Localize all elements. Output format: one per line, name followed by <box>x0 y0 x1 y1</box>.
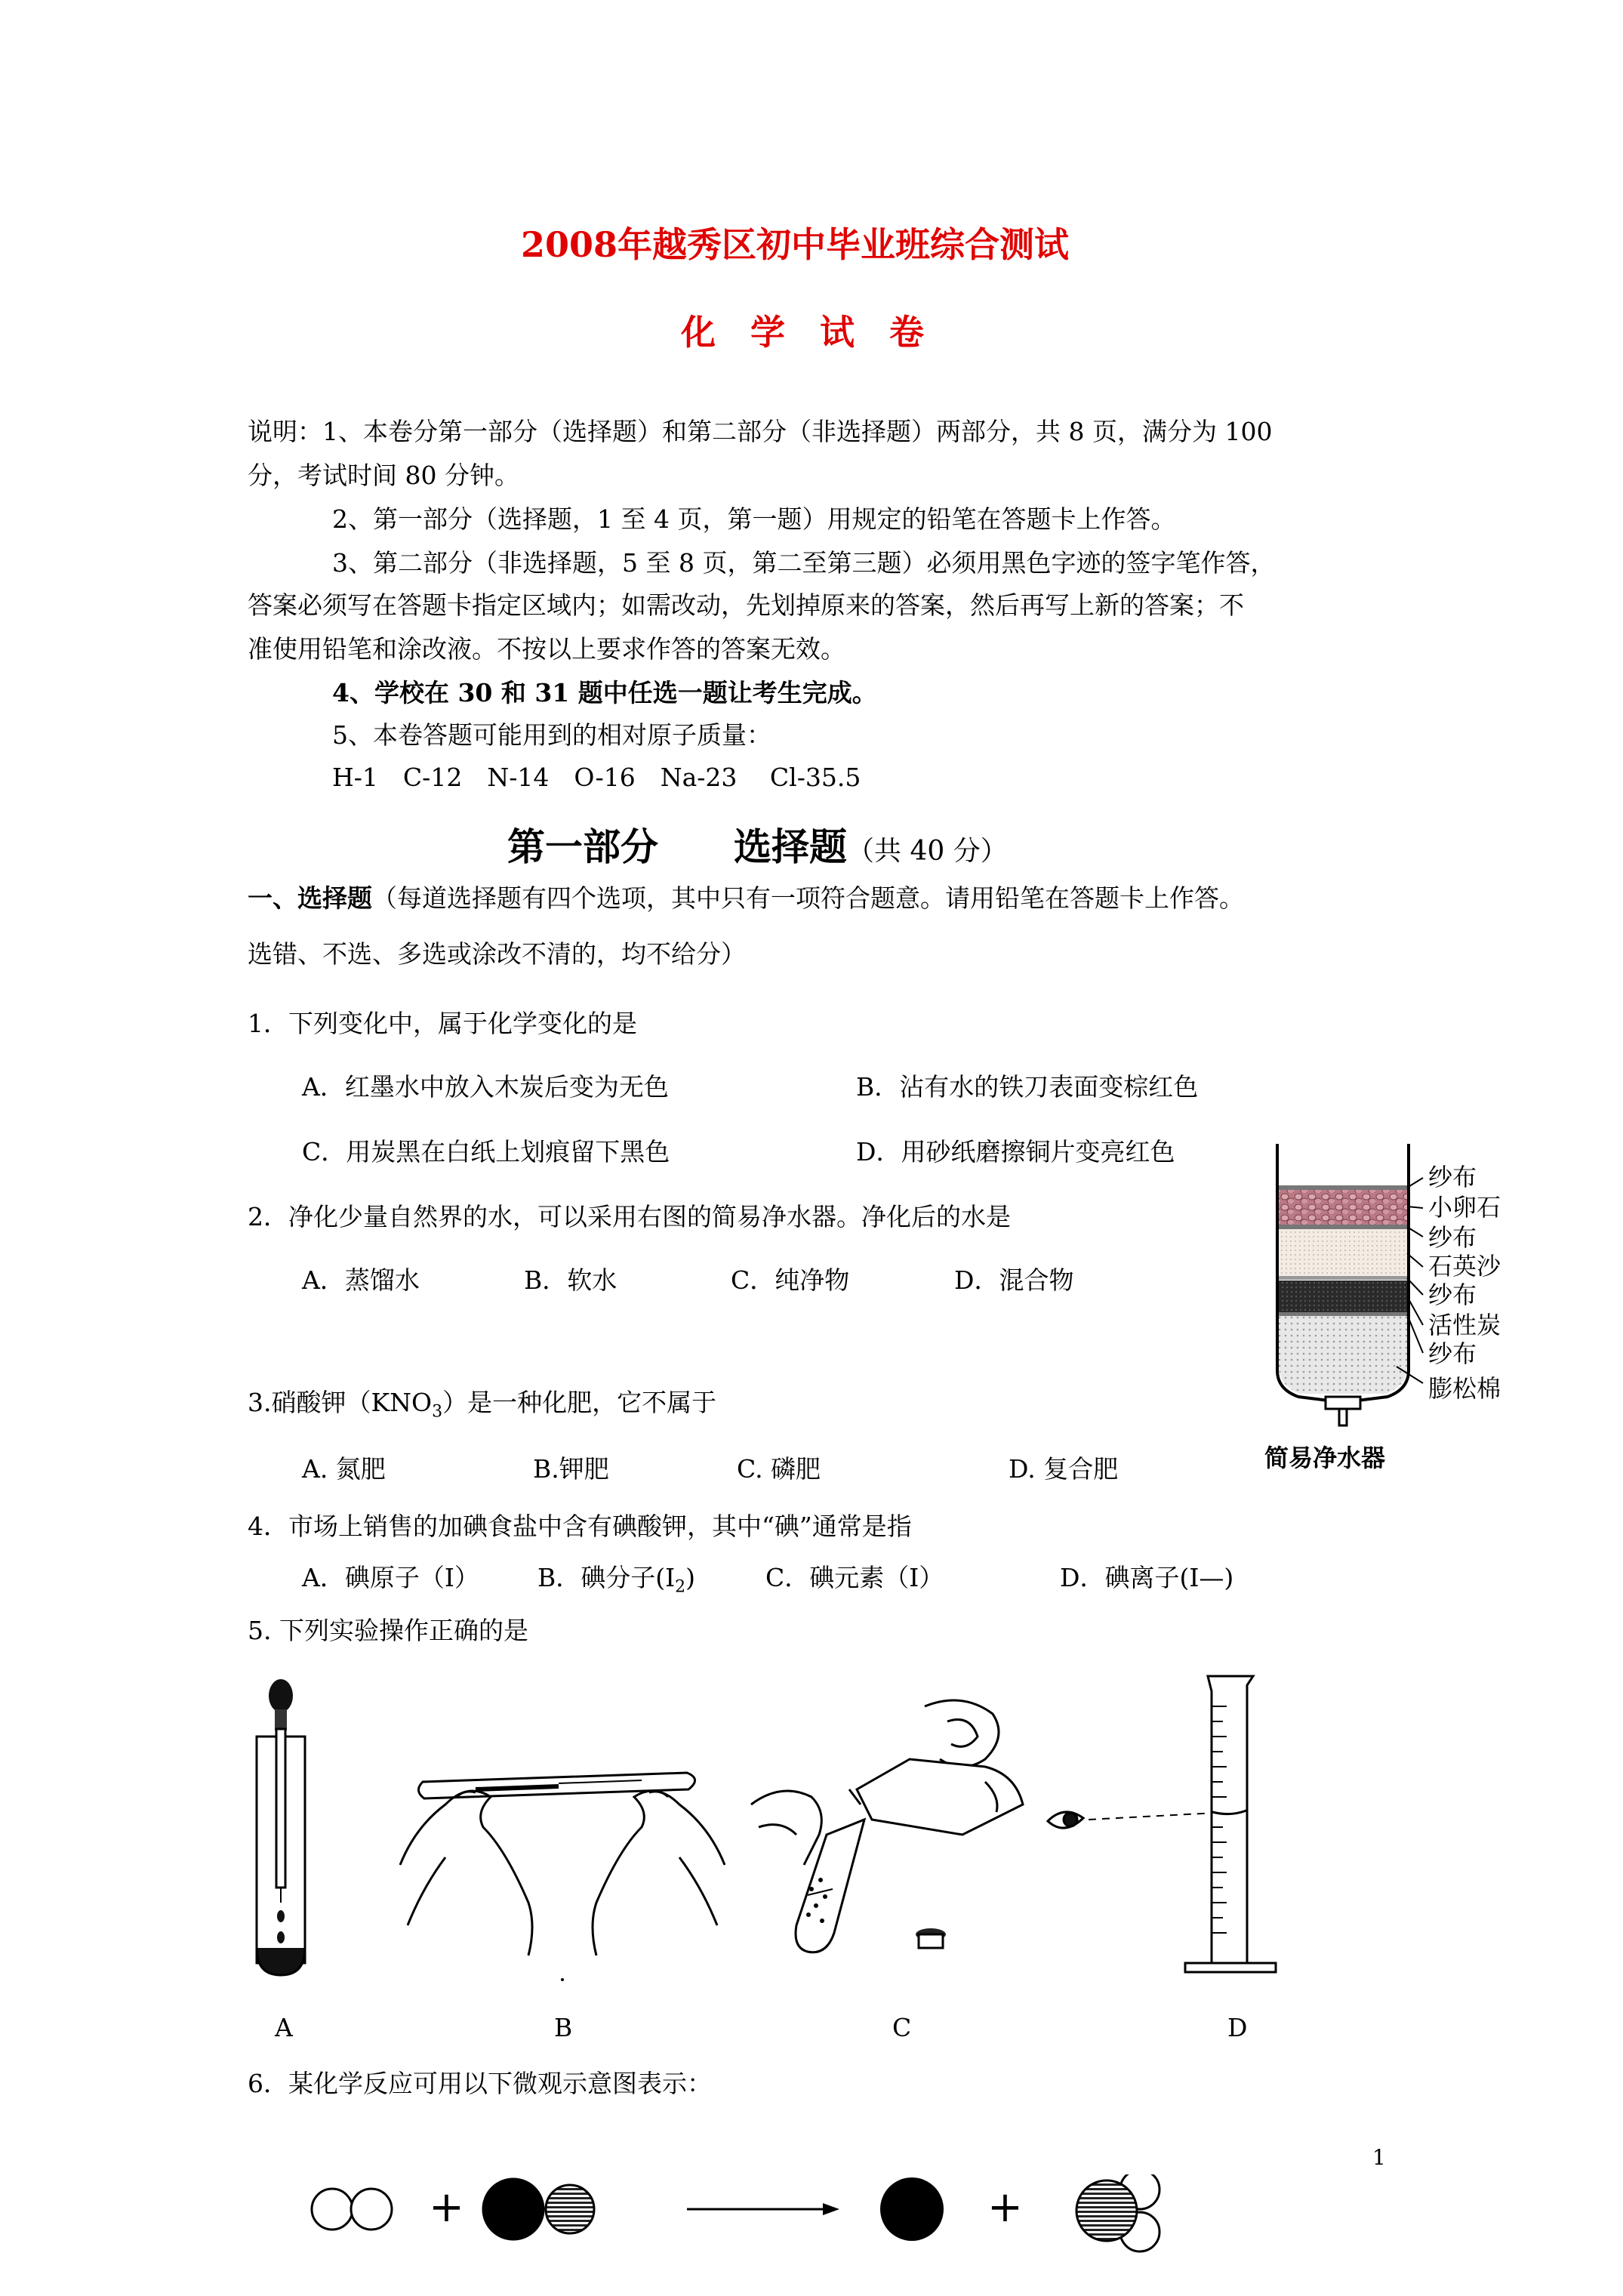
q4-option-a: A．碘原子（I） <box>302 1563 479 1592</box>
section-1-desc2: 选错、不选、多选或涂改不清的，均不给分） <box>248 939 746 969</box>
q3-option-b: B.钾肥 <box>533 1454 609 1484</box>
instructions-line1b: 分，考试时间 80 分钟。 <box>248 461 519 490</box>
q4-option-b <box>537 1563 695 1603</box>
q2-option-c: C．纯净物 <box>731 1265 850 1295</box>
q2-option-b: B．软水 <box>524 1265 617 1295</box>
q4-stem: 4．市场上销售的加碘食盐中含有碘酸钾，其中“碘”通常是指 <box>248 1512 912 1541</box>
q3-option-a: A. 氮肥 <box>302 1454 386 1484</box>
molecule-white-pair <box>312 2189 392 2230</box>
atom-black <box>880 2177 944 2241</box>
q5-stem: 5. 下列实验操作正确的是 <box>248 1616 528 1645</box>
filter-layer-label: 膨松棉 <box>1428 1374 1501 1403</box>
instructions-line4: 4、学校在 30 和 31 题中任选一题让考生完成。 <box>332 678 877 707</box>
q4-option-b-post: ) <box>685 1563 696 1592</box>
filter-layer-label: 纱布 <box>1428 1223 1477 1252</box>
q5-figure-d-cylinder <box>1042 1669 1313 1993</box>
filter-layer-label: 纱布 <box>1428 1339 1477 1368</box>
filter-layer-label: 纱布 <box>1428 1163 1477 1191</box>
q3-stem-post: ）是一种化肥，它不属于 <box>442 1388 717 1417</box>
part1-heading-text: 第一部分 选择题 <box>507 824 847 869</box>
q3-stem-pre: 3.硝酸钾（KNO <box>248 1388 433 1417</box>
exam-title: 2008年越秀区初中毕业班综合测试 <box>521 224 1070 265</box>
molecule-black-striped <box>483 2179 594 2239</box>
filter-container <box>1277 1144 1409 1425</box>
section-1-intro <box>248 883 1244 914</box>
q5-label-d: D <box>1227 2013 1248 2042</box>
section-1-label: 一、选择题 <box>248 883 372 913</box>
q3-option-c: C. 磷肥 <box>737 1454 821 1484</box>
q4-option-b-sub: 2 <box>675 1577 686 1597</box>
q5-label-c: C <box>892 2013 912 2042</box>
q1-stem: 1．下列变化中，属于化学变化的是 <box>248 1009 637 1038</box>
instructions-line5: 5、本卷答题可能用到的相对原子质量： <box>332 720 771 750</box>
q2-option-a: A．蒸馏水 <box>302 1265 420 1295</box>
q2-option-d: D．混合物 <box>954 1265 1074 1295</box>
molecule-striped-white-white <box>1076 2174 1160 2251</box>
q1-option-a: A．红墨水中放入木炭后变为无色 <box>302 1072 669 1102</box>
q3-stem <box>248 1388 716 1428</box>
q1-option-c: C．用炭黑在白纸上划痕留下黑色 <box>302 1137 670 1166</box>
plus-sign: + <box>429 2183 464 2232</box>
filter-caption: 简易净水器 <box>1264 1444 1386 1472</box>
filter-layer-label: 小卵石 <box>1428 1193 1501 1222</box>
page-number: 1 <box>1372 2145 1386 2170</box>
q6-stem: 6．某化学反应可用以下微观示意图表示： <box>248 2069 712 2098</box>
instructions-line3c: 准使用铅笔和涂改液。不按以上要求作答的答案无效。 <box>248 634 845 664</box>
q4-option-c: C．碘元素（I） <box>765 1563 944 1592</box>
q3-stem-sub: 3 <box>432 1402 443 1422</box>
instructions-line3: 3、第二部分（非选择题，5 至 8 页，第二至第三题）必须用黑色字迹的签字笔作答， <box>332 548 1276 578</box>
filter-layer-label: 活性炭 <box>1428 1311 1501 1339</box>
instructions-line2: 2、第一部分（选择题，1 至 4 页，第一题）用规定的铅笔在答题卡上作答。 <box>332 504 1176 534</box>
q5-label-b: B <box>554 2013 573 2042</box>
plus-sign: + <box>987 2183 1023 2232</box>
eye-icon <box>1048 1812 1083 1828</box>
q4-option-b-pre: B．碘分子(I <box>537 1563 676 1592</box>
q5-figure-c-pouring <box>736 1691 1053 1978</box>
section-1-desc: （每道选择题有四个选项，其中只有一项符合题意。请用铅笔在答题卡上作答。 <box>372 883 1244 913</box>
q2-stem: 2．净化少量自然界的水，可以采用右图的简易净水器。净化后的水是 <box>248 1202 1011 1231</box>
instructions-line1: 说明：1、本卷分第一部分（选择题）和第二部分（非选择题）两部分，共 8 页，满分为 100 <box>248 417 1273 446</box>
exam-subtitle: 化 学 试 卷 <box>681 312 924 353</box>
q1-option-b: B．沾有水的铁刀表面变棕红色 <box>856 1072 1199 1102</box>
reaction-diagram <box>302 2174 1253 2288</box>
filter-layer-label: 纱布 <box>1428 1281 1477 1309</box>
water-filter-figure <box>1253 1140 1555 1480</box>
q5-label-a: A <box>275 2013 293 2042</box>
instructions-line3b: 答案必须写在答题卡指定区域内；如需改动，先划掉原来的答案，然后再写上新的答案；不 <box>248 590 1244 620</box>
reaction-arrow <box>687 2203 839 2215</box>
q1-option-d: D．用砂纸磨擦铜片变亮红色 <box>856 1137 1175 1166</box>
q4-option-d: D．碘离子(I—) <box>1060 1563 1234 1592</box>
part1-heading <box>507 817 1008 871</box>
stopper-icon <box>916 1928 946 1948</box>
part1-score: （共 40 分） <box>847 836 1008 867</box>
q3-option-d: D. 复合肥 <box>1009 1454 1119 1484</box>
atomic-masses: H-1 C-12 N-14 O-16 Na-23 Cl-35.5 <box>332 763 861 792</box>
filter-layer-label: 石英沙 <box>1428 1252 1501 1281</box>
q5-figure-b-heating-tube <box>393 1737 732 1986</box>
q5-figure-a-dropper <box>242 1676 340 1986</box>
